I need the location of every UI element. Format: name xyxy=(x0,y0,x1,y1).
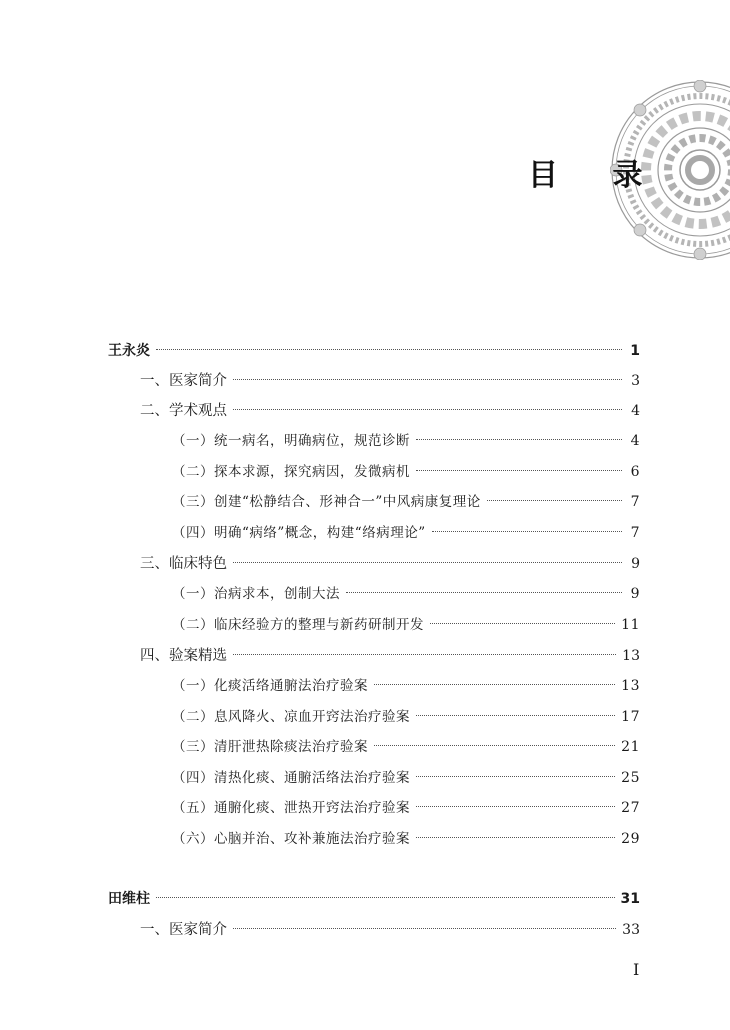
toc-entry-label: （四）明确“病络”概念，构建“络病理论” xyxy=(172,525,426,541)
dot-leader xyxy=(374,684,615,685)
toc-entry-page: 13 xyxy=(621,678,640,694)
dot-leader xyxy=(416,715,615,716)
toc-entry-page: 13 xyxy=(622,648,640,664)
toc-chapter-entry xyxy=(140,549,640,579)
toc-subsection-entry xyxy=(172,610,640,640)
toc-entry-page: 17 xyxy=(621,709,640,725)
toc-entry-label: （三）创建“松静结合、形神合一”中风病康复理论 xyxy=(172,494,481,510)
toc-entry-page: 25 xyxy=(621,770,640,786)
toc-entry-label: 三、临床特色 xyxy=(140,556,227,572)
toc-entry-page: 11 xyxy=(621,617,640,633)
dot-leader xyxy=(432,531,622,532)
dot-leader xyxy=(374,745,615,746)
toc-subsection-entry xyxy=(172,793,640,823)
toc-subsection-entry xyxy=(172,763,640,793)
toc-entry-label: （二）探本求源，探究病因，发微病机 xyxy=(172,464,410,480)
dot-leader xyxy=(346,592,622,593)
toc-entry-label: （一）统一病名，明确病位，规范诊断 xyxy=(172,433,410,449)
toc-entry-label: 王永炎 xyxy=(108,343,150,359)
toc-section-entry xyxy=(108,884,640,914)
toc-subsection-entry xyxy=(172,732,640,762)
toc-entry-label: 一、医家简介 xyxy=(140,922,227,938)
dot-leader xyxy=(233,379,622,380)
toc-chapter-entry xyxy=(140,396,640,426)
toc-entry-label: 田维柱 xyxy=(108,891,150,907)
toc-subsection-entry xyxy=(172,487,640,517)
toc-entry-page: 6 xyxy=(630,464,640,480)
toc-entry-label: 一、医家简介 xyxy=(140,373,227,389)
dot-leader xyxy=(156,349,622,350)
toc-entry-page: 7 xyxy=(630,525,640,541)
toc-entry-label: （四）清热化痰、通腑活络法治疗验案 xyxy=(172,770,410,786)
toc-entry-page: 1 xyxy=(630,343,640,359)
toc-chapter-entry xyxy=(140,366,640,396)
toc-entry-label: （五）通腑化痰、泄热开窍法治疗验案 xyxy=(172,800,410,816)
toc-entry-label: （三）清肝泄热除痰法治疗验案 xyxy=(172,739,368,755)
toc-chapter-entry xyxy=(140,915,640,945)
toc-entry-page: 7 xyxy=(630,494,640,510)
toc-entry-page: 9 xyxy=(631,556,640,572)
dot-leader xyxy=(416,837,615,838)
dot-leader xyxy=(233,654,616,655)
dot-leader xyxy=(416,806,615,807)
dot-leader xyxy=(233,409,622,410)
toc-entry-label: （一）治病求本，创制大法 xyxy=(172,586,340,602)
toc-entry-label: 二、学术观点 xyxy=(140,403,227,419)
toc-entry-label: （六）心脑并治、攻补兼施法治疗验案 xyxy=(172,831,410,847)
toc-entry-page: 21 xyxy=(621,739,640,755)
toc-entry-label: （二）临床经验方的整理与新药研制开发 xyxy=(172,617,424,633)
toc-entry-page: 4 xyxy=(631,403,640,419)
dot-leader xyxy=(416,776,615,777)
toc-entry-page: 33 xyxy=(622,922,640,938)
toc-entry-page: 27 xyxy=(621,800,640,816)
toc-subsection-entry xyxy=(172,824,640,854)
toc-entry-label: 四、验案精选 xyxy=(140,648,227,664)
dot-leader xyxy=(233,562,622,563)
toc-subsection-entry xyxy=(172,457,640,487)
toc-subsection-entry xyxy=(172,579,640,609)
toc-subsection-entry xyxy=(172,518,640,548)
dot-leader xyxy=(430,623,615,624)
toc-chapter-entry xyxy=(140,641,640,671)
page-number: I xyxy=(633,960,640,979)
toc-entry-label: （二）息风降火、凉血开窍法治疗验案 xyxy=(172,709,410,725)
dot-leader xyxy=(156,897,615,898)
toc-section-entry xyxy=(108,336,640,366)
toc-entry-label: （一）化痰活络通腑法治疗验案 xyxy=(172,678,368,694)
toc-subsection-entry xyxy=(172,426,640,456)
page-title: 目 录 xyxy=(528,158,665,193)
dot-leader xyxy=(416,439,622,440)
dot-leader xyxy=(487,500,622,501)
toc-entry-page: 31 xyxy=(620,891,640,907)
toc-entry-page: 9 xyxy=(630,586,640,602)
toc-subsection-entry xyxy=(172,671,640,701)
toc-subsection-entry xyxy=(172,702,640,732)
dot-leader xyxy=(416,470,622,471)
toc-entry-page: 3 xyxy=(631,373,640,389)
toc-entry-page: 4 xyxy=(630,433,640,449)
toc-entry-page: 29 xyxy=(621,831,640,847)
dot-leader xyxy=(233,928,616,929)
